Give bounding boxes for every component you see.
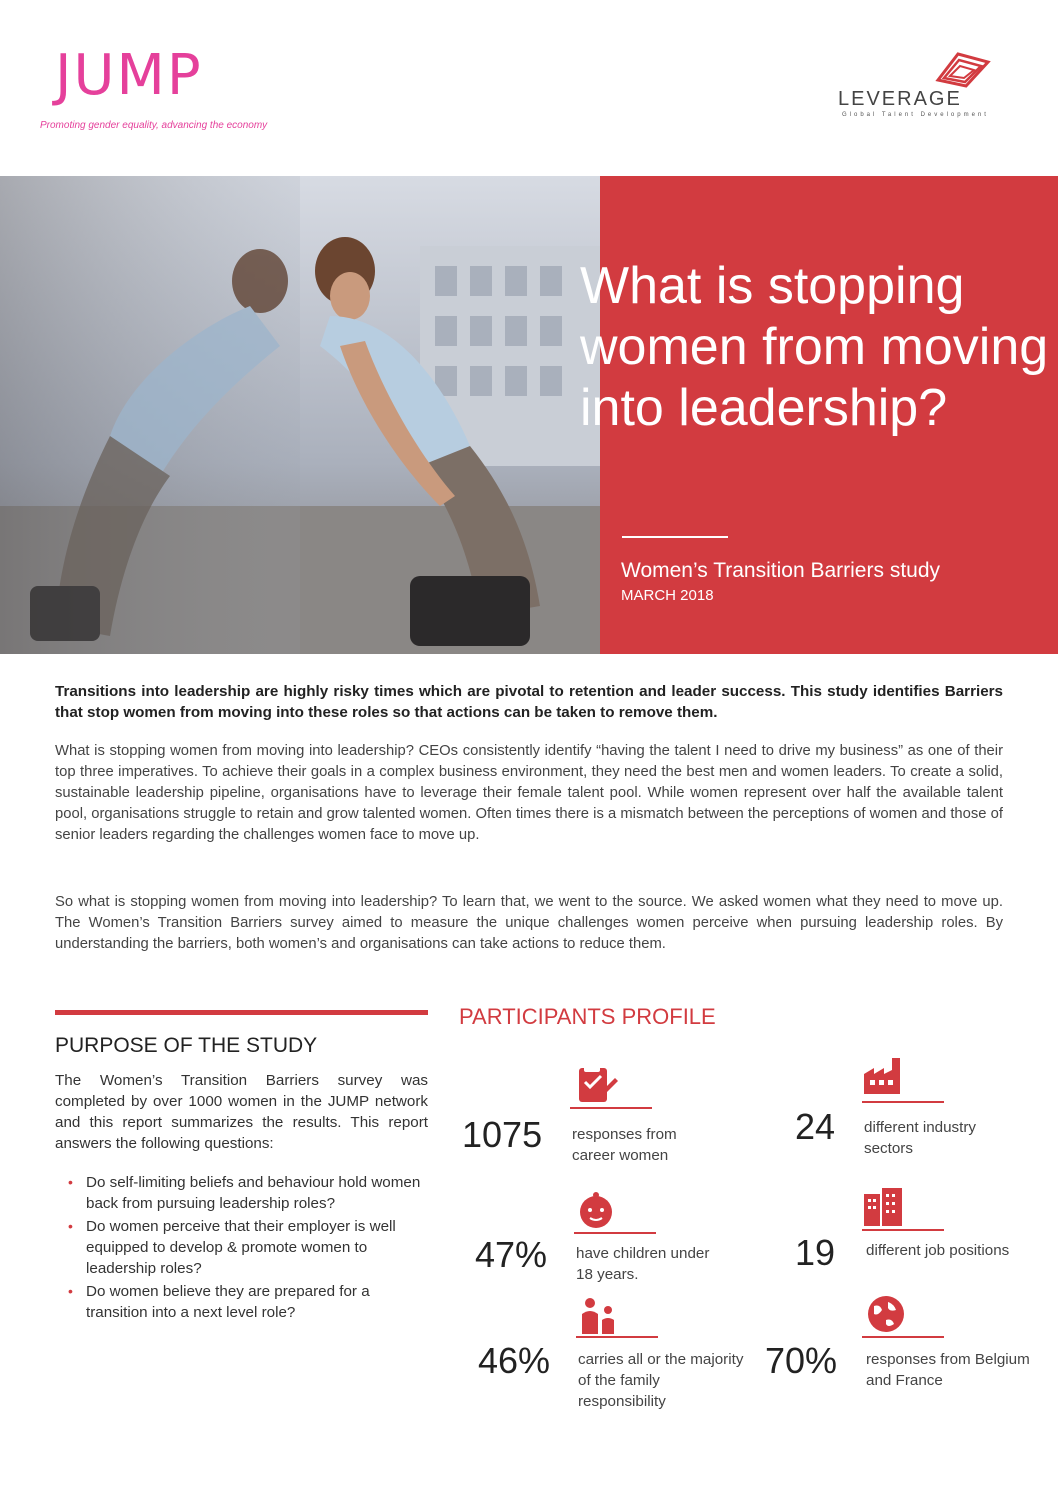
list-item [68, 1172, 430, 1214]
bullet-icon: • [68, 1174, 73, 1190]
buildings-icon [862, 1186, 906, 1226]
factory-icon [862, 1056, 906, 1096]
list-item [68, 1281, 430, 1323]
intro-paragraph-1: What is stopping women from moving into leadership? CEOs consistently identify “having the talent I need to drive my business” as one of their top three imperatives. To achieve their goals in a complex business environment, they need the best men and women leaders. To create a solid, sustainable leadership pipeline, organisations have to leverage their female talent pool. While women represent over half the available talent pool, organisations struggle to retain and grow talented women. Often times there is a mismatch between the perceptions of women and those of senior leaders regarding the challenges women face to move up. [55, 743, 1003, 843]
stat-label: different job positions [866, 1242, 1010, 1259]
stat-label: responses from Belgium and France [866, 1351, 1030, 1389]
hero-subtitle: Women’s Transition Barriers study [621, 559, 941, 582]
bullet-icon: • [68, 1283, 73, 1299]
hero-photo [0, 176, 600, 654]
jump-logo: JUMP [55, 43, 203, 108]
hero-banner [0, 176, 1058, 654]
stat-label: responses from career women [572, 1126, 677, 1164]
stat-divider [862, 1101, 944, 1103]
leverage-mark-icon [838, 48, 998, 88]
hero-date: MARCH 2018 [621, 587, 714, 604]
stat-divider [862, 1336, 944, 1338]
stat-value: 19 [795, 1232, 836, 1273]
baby-icon [576, 1190, 620, 1230]
hero-photo-illustration [0, 176, 600, 654]
purpose-title: PURPOSE OF THE STUDY [55, 1034, 318, 1057]
intro-lead: Transitions into leadership are highly risky times which are pivotal to retention and leader success. This study identifies Barriers that stop women from moving into these roles so that actions can be taken to remove them. [55, 683, 1003, 721]
participants-title: PARTICIPANTS PROFILE [459, 1004, 716, 1029]
hero-title: What is stopping women from moving into leadership? [580, 257, 1049, 437]
jump-tagline: Promoting gender equality, advancing the economy [40, 120, 268, 131]
intro-paragraph-2: So what is stopping women from moving into leadership? To learn that, we went to the source. We asked women what they need to move up. The Women’s Transition Barriers survey aimed to measure the unique challenges women perceive when pursuing leadership roles. By understanding the barriers, both women’s and organisations can take actions to reduce them. [55, 894, 1003, 952]
globe-icon [864, 1294, 908, 1334]
stat-label: have children under 18 years. [576, 1245, 710, 1283]
stat-label: different industry sectors [864, 1119, 977, 1157]
stat-label: carries all or the majority of the family responsibility [578, 1351, 744, 1410]
stat-value: 46% [478, 1340, 551, 1381]
stat-divider [574, 1232, 656, 1234]
family-icon [578, 1296, 622, 1336]
stat-value: 47% [475, 1234, 548, 1275]
question-text: Do women believe they are prepared for a transition into a next level role? [86, 1283, 370, 1321]
stat-divider [862, 1229, 944, 1231]
list-item [68, 1216, 430, 1279]
stat-divider [576, 1336, 658, 1338]
hero-divider [622, 536, 728, 538]
purpose-text: The Women’s Transition Barriers survey was completed by over 1000 women in the JUMP network and this report summarizes the results. This report answers the following questions: [55, 1072, 428, 1152]
stat-divider [570, 1107, 652, 1109]
clipboard-icon [575, 1066, 619, 1106]
stat-value: 1075 [462, 1114, 543, 1155]
question-text: Do women perceive that their employer is well equipped to develop & promote women to leadership roles? [86, 1218, 396, 1277]
purpose-questions [68, 1172, 430, 1325]
stat-value: 24 [795, 1106, 836, 1147]
bullet-icon: • [68, 1218, 73, 1234]
leverage-subtitle: Global Talent Development [842, 112, 989, 118]
stat-value: 70% [765, 1340, 838, 1381]
purpose-divider [55, 1010, 428, 1015]
leverage-wordmark: LEVERAGE [838, 88, 962, 110]
question-text: Do self-limiting beliefs and behaviour hold women back from pursuing leadership roles? [86, 1174, 421, 1212]
